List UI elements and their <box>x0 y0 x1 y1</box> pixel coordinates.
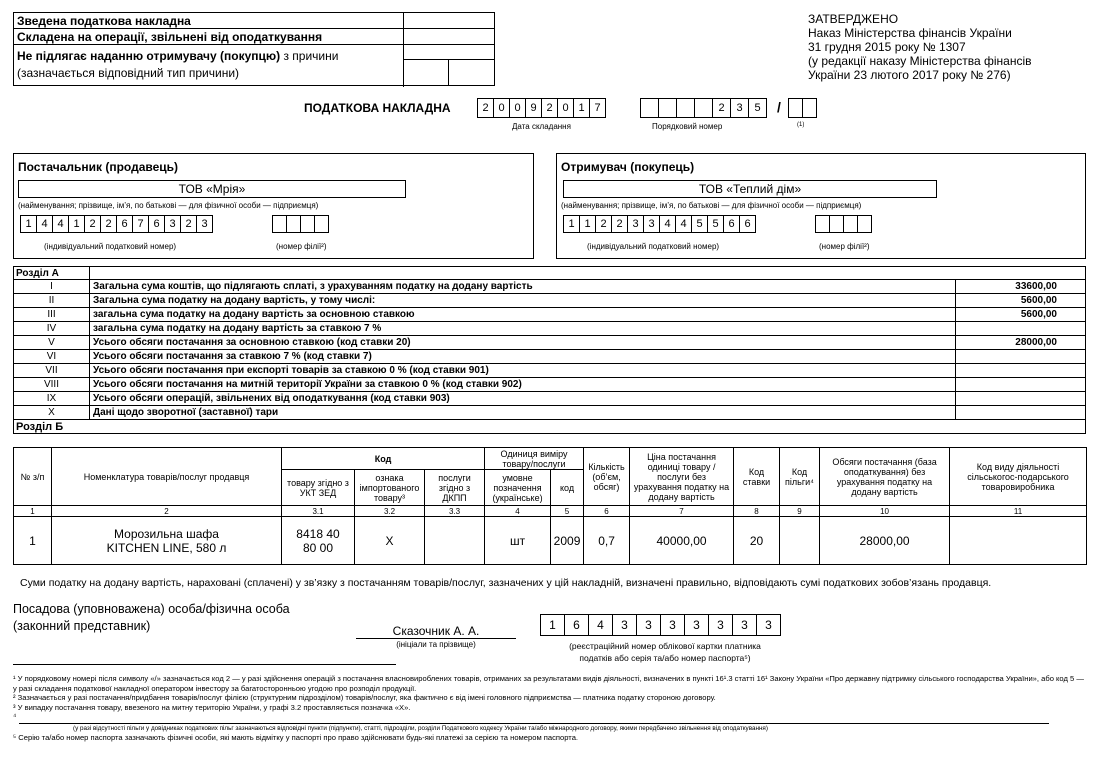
branch-digit[interactable] <box>314 215 329 233</box>
row-value <box>956 378 1086 392</box>
section-b-table <box>13 447 1087 565</box>
suffix-digit[interactable] <box>788 98 803 118</box>
exempt-operations-label: Складена на операції, звільнені від оподаткування <box>14 29 404 45</box>
number-digit: 5 <box>748 98 767 118</box>
col-number: 8 <box>734 506 780 517</box>
section-a-row <box>14 280 1086 294</box>
col-number: 7 <box>630 506 734 517</box>
reason-type-box-1[interactable] <box>404 59 449 86</box>
buyer-heading: Отримувач (покупець) <box>561 160 695 174</box>
row-value <box>956 350 1086 364</box>
footnote-4: ⁴ <box>13 712 17 721</box>
approved-line-3: 31 грудня 2015 року № 1307 <box>808 40 966 54</box>
tax-digit: 7 <box>132 215 149 233</box>
row-value: 5600,00 <box>956 308 1086 322</box>
col-number: 10 <box>820 506 950 517</box>
date-digit: 2 <box>541 98 558 118</box>
item-price: 40000,00 <box>630 517 734 565</box>
consolidated-invoice-label: Зведена податкова накладна <box>14 13 404 29</box>
header-box <box>13 12 495 86</box>
tax-digit: 6 <box>148 215 165 233</box>
item-activity-code <box>950 517 1087 565</box>
footnote-2: ² Зазначається у разі постачання/придбання товарів/послуг філією (структурним підрозділом) товарів/послуг, яка фактично є від імені головного підприємства — платника податку стороною договору. <box>13 693 716 702</box>
tax-digit: 4 <box>52 215 69 233</box>
number-digit <box>658 98 677 118</box>
approved-line-5: України 23 лютого 2017 року № 276) <box>808 68 1011 82</box>
col-header-unit-name: умовне позначення (українське) <box>485 470 551 506</box>
footnote-3: ³ У випадку постачання товару, ввезеного на митну територію України, у графі 3.2 проставляється позначка «Х». <box>13 702 411 712</box>
col-number: 9 <box>780 506 820 517</box>
statement-text: Суми податку на додану вартість, нараховані (сплачені) у зв’язку з постачанням товарів/послуг, зазначених у цій накладній, визначені правильно, відповідають сумі податкових зобов’язань продавця. <box>20 577 992 589</box>
footnote-divider <box>13 664 396 665</box>
item-unit-name: шт <box>485 517 551 565</box>
table-row <box>14 517 1087 565</box>
item-rate-code: 20 <box>734 517 780 565</box>
row-num: III <box>14 308 90 322</box>
seller-name-hint: (найменування; прізвище, ім’я, по батькові — для фізичної особи — підприємця) <box>18 201 319 210</box>
item-name: Морозильна шафа KITCHEN LINE, 580 л <box>52 517 282 565</box>
branch-digit[interactable] <box>829 215 844 233</box>
seller-branch-digits[interactable] <box>272 215 329 233</box>
date-digit: 2 <box>477 98 494 118</box>
row-value: 33600,00 <box>956 280 1086 294</box>
approved-title: ЗАТВЕРДЖЕНО <box>808 12 899 26</box>
col-header-price: Ціна постачання одиниці товару / послуги без урахування податку на додану вартість <box>630 448 734 506</box>
item-num: 1 <box>14 517 52 565</box>
date-digit: 0 <box>557 98 574 118</box>
card-number-digits <box>540 614 781 636</box>
tax-digit: 2 <box>180 215 197 233</box>
col-number: 4 <box>485 506 551 517</box>
row-label: загальна сума податку на додану вартість за основною ставкою <box>90 308 956 322</box>
section-a-row <box>14 392 1086 406</box>
buyer-name-field[interactable]: ТОВ «Теплий дім» <box>563 180 937 198</box>
col-header-activity-code: Код виду діяльності сільськогос-подарського товаровиробника <box>950 448 1087 506</box>
suffix-digit[interactable] <box>802 98 817 118</box>
card-digit: 3 <box>732 614 757 636</box>
row-label: Усього обсяги постачання на митній території України за ставкою 0 % (код ставки 902) <box>90 378 956 392</box>
col-number: 2 <box>52 506 282 517</box>
row-label: Усього обсяги постачання при експорті товарів за ставкою 0 % (код ставки 901) <box>90 364 956 378</box>
not-provided-reason: з причини <box>280 49 339 63</box>
card-digit: 3 <box>756 614 781 636</box>
tax-digit: 3 <box>164 215 181 233</box>
buyer-branch-digits[interactable] <box>815 215 872 233</box>
tax-digit: 1 <box>68 215 85 233</box>
col-number: 3.2 <box>355 506 425 517</box>
number-digit <box>676 98 695 118</box>
branch-digit[interactable] <box>272 215 287 233</box>
col-header-unit: Одиниця виміру товару/послуги <box>485 448 584 470</box>
item-qty: 0,7 <box>584 517 630 565</box>
number-digit: 2 <box>712 98 731 118</box>
card-hint-line-1: (реєстраційний номер облікової картки платника <box>569 641 761 651</box>
tax-digit: 4 <box>675 215 692 233</box>
seller-tax-label: (індивідуальний податковий номер) <box>44 242 177 251</box>
seller-box <box>13 153 534 259</box>
card-digit: 4 <box>588 614 613 636</box>
seller-heading: Постачальник (продавець) <box>18 160 179 174</box>
row-label: Усього обсяги операцій, звільнених від оподаткування (код ставки 903) <box>90 392 956 406</box>
invoice-suffix-digits[interactable] <box>788 98 817 118</box>
branch-digit[interactable] <box>300 215 315 233</box>
row-label: Дані щодо зворотної (заставної) тари <box>90 406 956 420</box>
footnote-1: ¹ У порядковому номері після символу «/» зазначається код 2 — у разі здійснення операцій з постачання власновироблених товарів, отриманих за результатами видів діяльності, визначених в пункті 16¹.3 статті 16¹ Закону України «Про державну підтримку сільського господарства України», або код 5 — у разі складання податкової накладної оператором інвестору за багатосторонньою угодою про розподіл продукції. <box>13 674 1084 693</box>
col-number: 6 <box>584 506 630 517</box>
section-a-row <box>14 406 1086 420</box>
item-uktzed: 8418 40 80 00 <box>282 517 355 565</box>
row-num: V <box>14 336 90 350</box>
signer-label-line-2: (законний представник) <box>13 619 151 633</box>
seller-tax-digits <box>20 215 213 233</box>
date-digit: 1 <box>573 98 590 118</box>
section-a-row <box>14 294 1086 308</box>
branch-digit[interactable] <box>843 215 858 233</box>
tax-digit: 4 <box>36 215 53 233</box>
col-header-num: № з/п <box>14 448 52 506</box>
branch-digit[interactable] <box>815 215 830 233</box>
tax-digit: 5 <box>707 215 724 233</box>
signer-label <box>13 601 290 635</box>
buyer-branch-label: (номер філії²) <box>819 242 870 251</box>
col-number: 11 <box>950 506 1087 517</box>
branch-digit[interactable] <box>857 215 872 233</box>
approved-line-2: Наказ Міністерства фінансів України <box>808 26 1012 40</box>
card-digit: 6 <box>564 614 589 636</box>
row-num: IV <box>14 322 90 336</box>
tax-digit: 3 <box>196 215 213 233</box>
row-value <box>956 392 1086 406</box>
row-num: VIII <box>14 378 90 392</box>
col-header-rate-code: Код ставки <box>734 448 780 506</box>
tax-digit: 6 <box>723 215 740 233</box>
section-b-title: Розділ Б <box>14 420 1086 434</box>
tax-digit: 1 <box>563 215 580 233</box>
approved-block <box>808 12 1032 82</box>
section-a-row <box>14 308 1086 322</box>
item-dkpp <box>425 517 485 565</box>
not-provided-bold: Не підлягає наданню отримувачу (покупцю) <box>17 49 281 63</box>
footnote-mark-1: (1) <box>797 122 805 128</box>
number-label: Порядковий номер <box>652 122 723 131</box>
buyer-tax-digits <box>563 215 756 233</box>
col-number: 3.3 <box>425 506 485 517</box>
signer-name[interactable]: Сказочник А. А. <box>356 624 516 639</box>
consolidated-checkbox[interactable] <box>404 13 495 29</box>
card-hint-line-2: податків або серія та/або номер паспорта⁵) <box>579 653 751 663</box>
item-amount: 28000,00 <box>820 517 950 565</box>
tax-digit: 3 <box>643 215 660 233</box>
section-a-row <box>14 350 1086 364</box>
item-benefit-code <box>780 517 820 565</box>
section-a-table <box>13 266 1086 434</box>
row-label: Загальна сума коштів, що підлягають сплаті, з урахуванням податку на додану вартість <box>90 280 956 294</box>
col-header-dkpp: послуги згідно з ДКПП <box>425 470 485 506</box>
row-value: 28000,00 <box>956 336 1086 350</box>
buyer-name-hint: (найменування; прізвище, ім’я, по батькові — для фізичної особи — підприємця) <box>561 201 862 210</box>
branch-digit[interactable] <box>286 215 301 233</box>
card-digit: 3 <box>660 614 685 636</box>
row-label: Загальна сума податку на додану вартість, у тому числі: <box>90 294 956 308</box>
card-digit: 3 <box>708 614 733 636</box>
signer-label-line-1: Посадова (уповноважена) особа/фізична особа <box>13 602 290 616</box>
tax-digit: 5 <box>691 215 708 233</box>
section-a-title: Розділ А <box>14 267 90 280</box>
row-value <box>956 364 1086 378</box>
not-provided-label <box>14 45 404 87</box>
col-header-name: Номенклатура товарів/послуг продавця <box>52 448 282 506</box>
number-digit: 3 <box>730 98 749 118</box>
col-header-benefit-code: Код пільги⁴ <box>780 448 820 506</box>
invoice-date-digits <box>477 98 606 118</box>
reason-type-hint: (зазначається відповідний тип причини) <box>17 66 240 80</box>
row-value <box>956 406 1086 420</box>
tax-digit: 2 <box>84 215 101 233</box>
number-digit <box>694 98 713 118</box>
row-num: I <box>14 280 90 294</box>
row-num: VI <box>14 350 90 364</box>
tax-digit: 6 <box>116 215 133 233</box>
footnote-4-hint: (у разі відсутності пільги у довідниках податкових пільг зазначаються відповідні пункти (підпункти), статті, підрозділи, розділи Податкового кодексу України та/або міжнародного договору, якими передбачено звільнення від оподаткування) <box>73 724 768 732</box>
section-a-row <box>14 378 1086 392</box>
row-num: VII <box>14 364 90 378</box>
invoice-title: ПОДАТКОВА НАКЛАДНА <box>304 101 451 115</box>
card-number-hint <box>540 640 790 664</box>
tax-digit: 1 <box>579 215 596 233</box>
section-a-row <box>14 322 1086 336</box>
col-header-unit-code: код <box>551 470 584 506</box>
tax-digit: 3 <box>627 215 644 233</box>
row-label: Усього обсяги постачання за ставкою 7 % (код ставки 7) <box>90 350 956 364</box>
invoice-number-digits <box>640 98 767 118</box>
row-num: II <box>14 294 90 308</box>
section-a-row <box>14 364 1086 378</box>
row-num: X <box>14 406 90 420</box>
col-header-qty: Кількість (об’єм, обсяг) <box>584 448 630 506</box>
date-digit: 9 <box>525 98 542 118</box>
col-number: 3.1 <box>282 506 355 517</box>
buyer-tax-label: (індивідуальний податковий номер) <box>587 242 720 251</box>
card-digit: 3 <box>612 614 637 636</box>
row-label: Усього обсяги постачання за основною ставкою (код ставки 20) <box>90 336 956 350</box>
col-number: 1 <box>14 506 52 517</box>
date-digit: 7 <box>589 98 606 118</box>
row-num: IX <box>14 392 90 406</box>
signer-name-hint: (ініціали та прізвище) <box>396 640 476 649</box>
buyer-box <box>556 153 1086 259</box>
card-digit: 1 <box>540 614 565 636</box>
col-header-amount: Обсяги постачання (база оподаткування) без урахування податку на додану вартість <box>820 448 950 506</box>
col-number: 5 <box>551 506 584 517</box>
date-digit: 0 <box>493 98 510 118</box>
col-header-uktzed: товару згідно з УКТ ЗЕД <box>282 470 355 506</box>
col-header-import: ознака імпортованого товару³ <box>355 470 425 506</box>
date-label: Дата складання <box>512 122 571 131</box>
footnotes <box>13 674 1086 743</box>
row-value: 5600,00 <box>956 294 1086 308</box>
approved-line-4: (у редакції наказу Міністерства фінансів <box>808 54 1032 68</box>
card-digit: 3 <box>684 614 709 636</box>
column-numbers-row <box>14 506 1087 517</box>
col-header-code: Код <box>282 448 485 470</box>
seller-branch-label: (номер філії²) <box>276 242 327 251</box>
seller-name-field[interactable]: ТОВ «Мрія» <box>18 180 406 198</box>
tax-digit: 2 <box>595 215 612 233</box>
row-value <box>956 322 1086 336</box>
reason-type-box-2[interactable] <box>449 59 495 86</box>
date-digit: 0 <box>509 98 526 118</box>
exempt-checkbox[interactable] <box>404 29 495 45</box>
item-import-mark: Х <box>355 517 425 565</box>
card-digit: 3 <box>636 614 661 636</box>
row-label: загальна сума податку на додану вартість за ставкою 7 % <box>90 322 956 336</box>
section-a-row <box>14 336 1086 350</box>
tax-digit: 1 <box>20 215 37 233</box>
tax-digit: 6 <box>739 215 756 233</box>
footnote-5: ⁵ Серію та/або номер паспорта зазначають фізичні особи, які мають відмітку у паспорті про право здійснювати будь-які платежі за серією та номером паспорта. <box>13 733 579 742</box>
number-digit <box>640 98 659 118</box>
tax-digit: 4 <box>659 215 676 233</box>
tax-digit: 2 <box>611 215 628 233</box>
item-unit-code: 2009 <box>551 517 584 565</box>
tax-digit: 2 <box>100 215 117 233</box>
number-slash: / <box>777 99 781 115</box>
